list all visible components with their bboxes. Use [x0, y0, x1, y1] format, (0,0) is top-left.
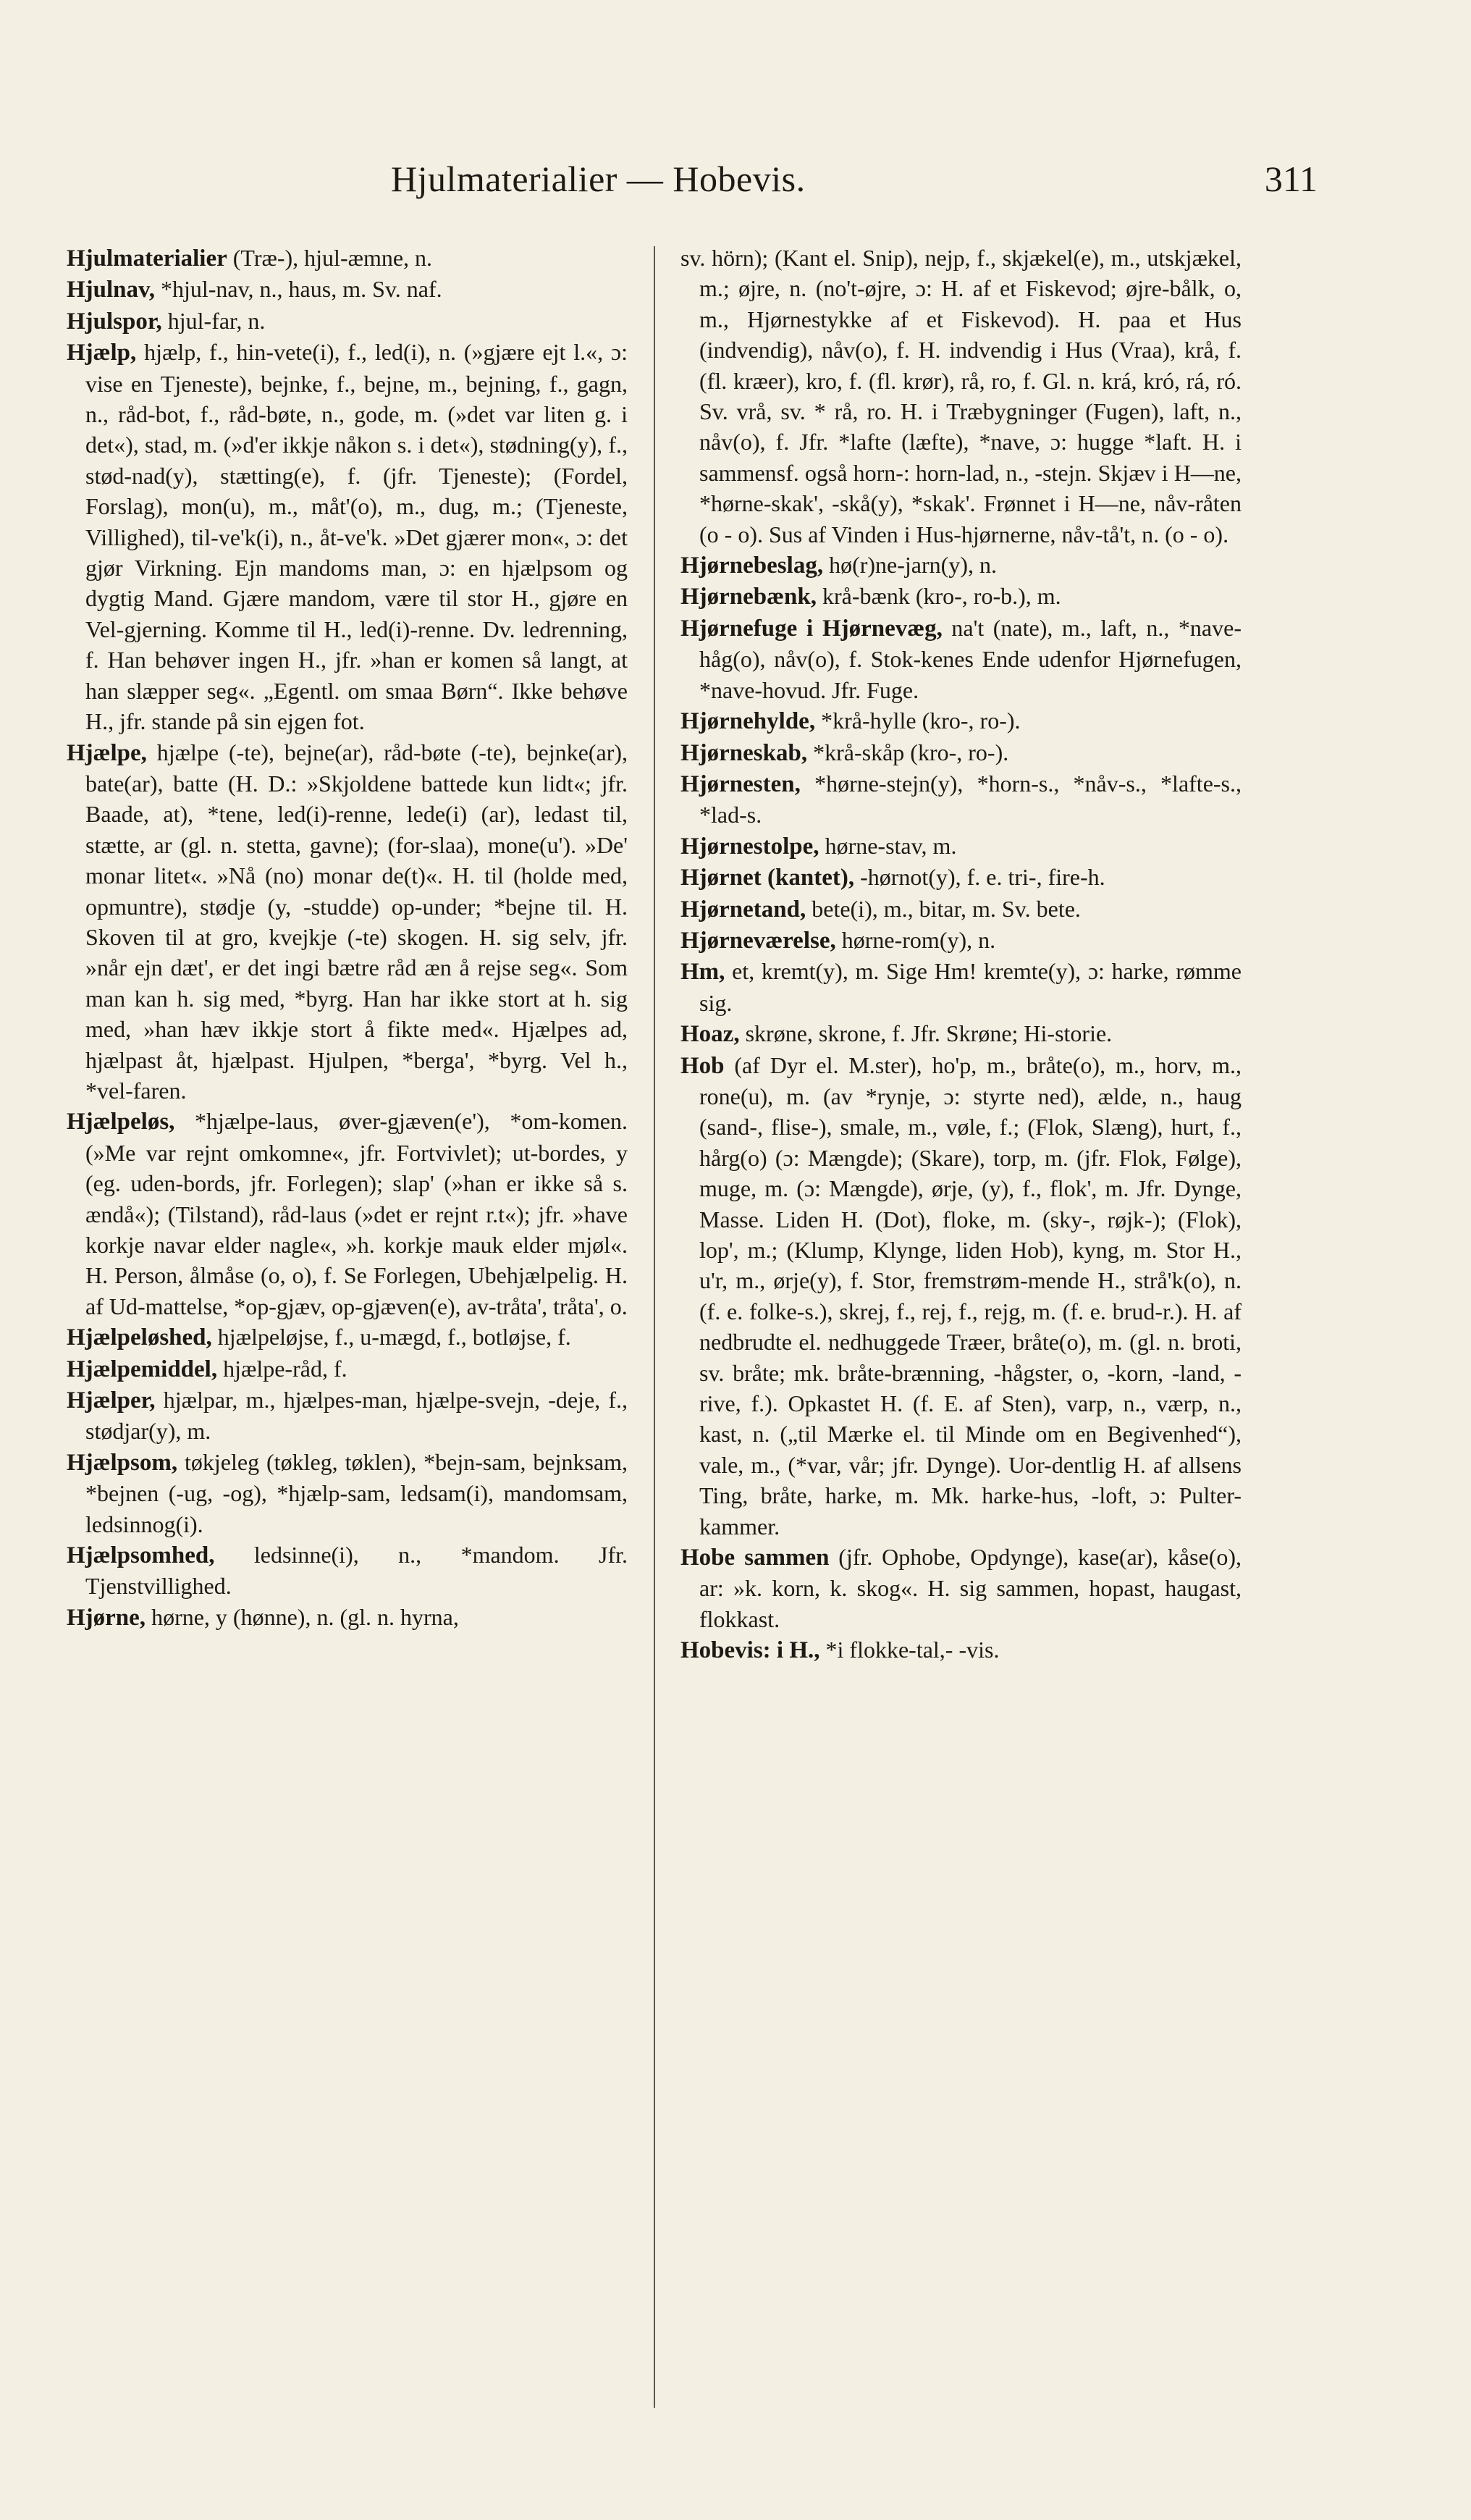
dictionary-entry [680, 831, 1242, 862]
page-header [130, 158, 1318, 216]
page-number: 311 [1264, 159, 1318, 199]
dictionary-entry [680, 705, 1242, 736]
right-column [680, 243, 1242, 2451]
entry-headword: Hjælp, [67, 340, 137, 366]
dictionary-entry [680, 894, 1242, 925]
entry-headword: Hjælpemiddel, [67, 1356, 218, 1382]
dictionary-entry [67, 737, 628, 1106]
entry-headword: Hjørnehylde, [680, 708, 816, 735]
entry-headword: Hjulnav, [67, 277, 155, 303]
entry-headword: Hobevis: i H., [680, 1637, 820, 1664]
dictionary-entry [680, 925, 1242, 956]
entry-definition: hjul-far, n. [161, 307, 266, 334]
entry-headword: Hjørneskab, [680, 739, 808, 766]
entry-definition: *hjælpe-laus, øver-gjæven(e'), *om-komen. (»Me var rejnt omkomne«, jfr. Fortvivlet); ut-bordes, y (eg. uden-bords, jfr. Forlegen); slap' (»han er ikke så s. ændå«); (Tilstand), råd-laus (»det er rejnt r.t«); jfr. »have korkje navar elder nagle«, »h. korkje mauk elder mjøl«. H. Person, ålmåse (o, o), f. Se Forlegen, Ubehjælpelig. H. af Ud-mattelse, *op-gjæv, op-gjæven(e), av-tråta', tråta', o. [85, 1108, 628, 1319]
column-divider [654, 246, 655, 2408]
entry-definition: na't (nate), m., laft, n., *nave-håg(o), nåv(o), f. Stok-kenes Ende udenfor Hjørnefugen, *nave-hovud. Jfr. Fuge. [699, 614, 1242, 703]
entry-definition: hjælpe (-te), bejne(ar), råd-bøte (-te), bejnke(ar), bate(ar), batte (H. D.: »Skjoldene battede kun lidt«; jfr. Baade, at), *tene, led(i)-renne, lede(i) (ar), ledast til, stætte, ar (gl. n. stetta, gavne); (for-slaa), mone(u'). »De' monar litet«. »Nå (no) monar de(t)«. H. til (holde med, opmuntre), stødje (y, -studde) op-under; *bejne til. H. Skoven til at gro, kvejkje (-te) skogen. H. sig selv, jfr. »når ejn dæt', er det ingi bætre råd æn å rejse seg«. Som man kan h. sig med, *byrg. Han har ikke stort at h. sig med, »han hæv ikkje stort å fikte med«. Hjælpes ad, hjælpast åt, hjælpast. Hjulpen, *berga', *byrg. Vel h., *vel-faren. [85, 739, 628, 1104]
entry-definition: skrøne, skrone, f. Jfr. Skrøne; Hi-storie. [739, 1020, 1113, 1047]
entry-definition: krå-bænk (kro-, ro-b.), m. [816, 583, 1061, 610]
entry-definition: sv. hörn); (Kant el. Snip), nejp, f., skjækel(e), m., utskjækel, m.; øjre, n. (no't-øjre, ɔ: H. af et Fiskevod; øjre-bålk, o, m., Hjørnestykke af et Fiskevod). H. paa et Hus (indvendig), nåv(o), f. H. indvendig i Hus (Vraa), krå, f. (fl. kræer), kro, f. (fl. krør), rå, ro, f. Gl. n. krá, kró, rá, ró. Sv. vrå, sv. * rå, ro. H. i Træbygninger (Fugen), laft, n., nåv(o), f. Jfr. *lafte (læfte), *nave, ɔ: hugge *laft. H. i sammensf. også horn-: horn-lad, n., -stejn. Skjæv i H—ne, *hørne-skak', -skå(y), *skak'. Frønnet i H—ne, nåv-råten (o - o). Sus af Vinden i Hus-hjørnerne, nåv-tå't, n. (o - o). [680, 245, 1242, 547]
entry-definition: (Træ-), hjul-æmne, n. [227, 245, 433, 271]
entry-headword: Hjulmaterialier [67, 245, 227, 272]
entry-headword: Hm, [680, 959, 725, 986]
dictionary-entry [680, 737, 1242, 768]
entry-headword: Hjælpe, [67, 739, 147, 766]
dictionary-entry [680, 862, 1242, 893]
entry-definition: bete(i), m., bitar, m. Sv. bete. [806, 895, 1081, 922]
dictionary-entry [680, 1018, 1242, 1049]
dictionary-entry [67, 337, 628, 736]
entry-definition: hjælpar, m., hjælpes-man, hjælpe-svejn, -deje, f., stødjar(y), m. [85, 1387, 628, 1445]
dictionary-entry [680, 1634, 1242, 1666]
entry-headword: Hob [680, 1052, 725, 1079]
entry-headword: Hjørnefuge i Hjørnevæg, [680, 615, 943, 642]
running-head: Hjulmaterialier — Hobevis. [391, 159, 806, 199]
dictionary-entry [680, 956, 1242, 1018]
dictionary-entry [67, 274, 628, 305]
entry-headword: Hobe sammen [680, 1545, 830, 1571]
entry-definition: *krå-hylle (kro-, ro-). [815, 707, 1021, 734]
entry-definition: (af Dyr el. M.ster), ho'p, m., bråte(o), m., horv, m., rone(u), m. (av *rynje, ɔ: styrte ned), ælde, n., haug (sand-, flise-), smale, m., vøle, f.; (Flok, Slæng), hurt, f., hårg(o) (ɔ: Mængde); (Skare), torp, m. (jfr. Flok, Følge), muge, m. (ɔ: Mængde), ørje, (y), f., flok', m. Jfr. Dynge, Masse. Liden H. (Dot), floke, m. (sky-, røjk-); (Flok), lop', m.; (Klump, Klynge, liden Hob), kyng, m. Stor H., u'r, m., ørje(y), f. Stor, fremstrøm-mende H., strå'k(o), n. (f. e. folke-s.), skrej, f., rej, f., rejg, m. (f. e. brud-r.). H. af nedbrudte el. nedhuggede Træer, bråte(o), m. (gl. n. broti, sv. bråte; mk. bråte-brænning, -hågster, o, -korn, -land, -rive, f.). Opkastet H. (f. E. af Sten), varp, n., værp, n., kast, n. („til Mærke el. til Minde om en Begivenhed“), vale, m., (*var, vår; jfr. Dynge). Uor-dentlig H. af allsens Ting, bråte, harke, m. Mk. harke-hus, -loft, ɔ: Pulter-kammer. [699, 1051, 1242, 1540]
entry-headword: Hjørnesten, [680, 770, 801, 797]
dictionary-entry [67, 1106, 628, 1322]
dictionary-entry [680, 613, 1242, 705]
entry-headword: Hjørne, [67, 1604, 146, 1631]
dictionary-entry [680, 581, 1242, 612]
entry-definition: -hørnot(y), f. e. tri-, fire-h. [854, 864, 1105, 891]
entry-headword: Hjørnetand, [680, 896, 806, 923]
left-column [67, 243, 628, 2451]
entry-headword: Hjørnebænk, [680, 584, 817, 610]
dictionary-entry [680, 1050, 1242, 1542]
entry-headword: Hjørnet (kantet), [680, 865, 855, 891]
entry-definition: hjælpe-råd, f. [217, 1355, 347, 1382]
entry-definition: *i flokke-tal,- -vis. [819, 1637, 1000, 1663]
dictionary-entry [67, 243, 628, 274]
entry-definition: ledsinne(i), n., *mandom. Jfr. Tjenstvillighed. [85, 1542, 628, 1600]
entry-definition: hjælp, f., hin-vete(i), f., led(i), n. (»gjære ejt l.«, ɔ: vise en Tjeneste), bejnke, f., bejne, m., bejning, f., gagn, n., råd-bot, f., råd-bøte, n., gode, m. (»det var liten g. i det«), stad, m. (»d'er ikkje nåkon s. i det«), stødning(y), f., stød-nad(y), stætting(e), f. (jfr. Tjeneste); (Fordel, Forslag), mon(u), m., måt'(o), m., dug, m.; (Tjeneste, Villighed), til-ve'k(i), n., åt-ve'k. »Det gjærer mon«, ɔ: det gjør Virkning. Ejn mandoms man, ɔ: en hjælpsom og dygtig Mand. Gjære mandom, være til stor H., gjøre en Vel-gjerning. Komme til H., led(i)-renne. Dv. ledrenning, f. Han behøver ingen H., jfr. »han er komen så langt, at han slæpper seg«. „Egentl. om smaa Børn“. Ikke behøve H., jfr. stande på sin ejgen fot. [85, 339, 628, 735]
entry-definition: hjælpeløjse, f., u-mægd, f., botløjse, f. [211, 1324, 571, 1351]
entry-headword: Hjulspor, [67, 308, 162, 335]
entry-definition: hø(r)ne-jarn(y), n. [823, 552, 997, 579]
entry-definition: *hjul-nav, n., haus, m. Sv. naf. [154, 276, 442, 303]
entry-headword: Hoaz, [680, 1021, 740, 1048]
entry-definition: hørne, y (hønne), n. (gl. n. hyrna, [146, 1603, 459, 1630]
dictionary-entry [67, 1447, 628, 1540]
entry-headword: Hjælpeløs, [67, 1109, 175, 1135]
entry-headword: Hjørnebeslag, [680, 553, 824, 579]
dictionary-entry [67, 1385, 628, 1447]
entry-headword: Hjørneværelse, [680, 927, 836, 954]
entry-headword: Hjælpsomhed, [67, 1542, 215, 1569]
dictionary-entry [680, 1542, 1242, 1634]
entry-definition: hørne-rom(y), n. [835, 926, 996, 953]
entry-definition: tøkjeleg (tøkleg, tøklen), *bejn-sam, bejnksam, *bejnen (-ug, -og), *hjælp-sam, ledsam(i), mandomsam, ledsinnog(i). [85, 1448, 628, 1537]
entry-definition: hørne-stav, m. [819, 832, 957, 859]
entry-definition: et, kremt(y), m. Sige Hm! kremte(y), ɔ: harke, rømme sig. [699, 958, 1242, 1016]
entry-definition: *krå-skåp (kro-, ro-). [807, 739, 1009, 765]
dictionary-entry [67, 1353, 628, 1385]
entry-headword: Hjælpeløshed, [67, 1324, 212, 1351]
entry-headword: Hjælper, [67, 1387, 156, 1414]
dictionary-entry [67, 306, 628, 337]
dictionary-entry [680, 243, 1242, 550]
dictionary-entry [67, 1540, 628, 1602]
entry-definition: (jfr. Ophobe, Opdynge), kase(ar), kåse(o), ar: »k. korn, k. skog«. H. sig sammen, hopast, haugast, flokkast. [699, 1544, 1242, 1632]
dictionary-entry [680, 550, 1242, 581]
dictionary-entry [67, 1602, 628, 1633]
entry-definition: *hørne-stejn(y), *horn-s., *nåv-s., *lafte-s., *lad-s. [699, 770, 1242, 828]
dictionary-entry [680, 768, 1242, 831]
entry-headword: Hjælpsom, [67, 1449, 178, 1476]
dictionary-entry [67, 1322, 628, 1353]
entry-headword: Hjørnestolpe, [680, 833, 819, 860]
